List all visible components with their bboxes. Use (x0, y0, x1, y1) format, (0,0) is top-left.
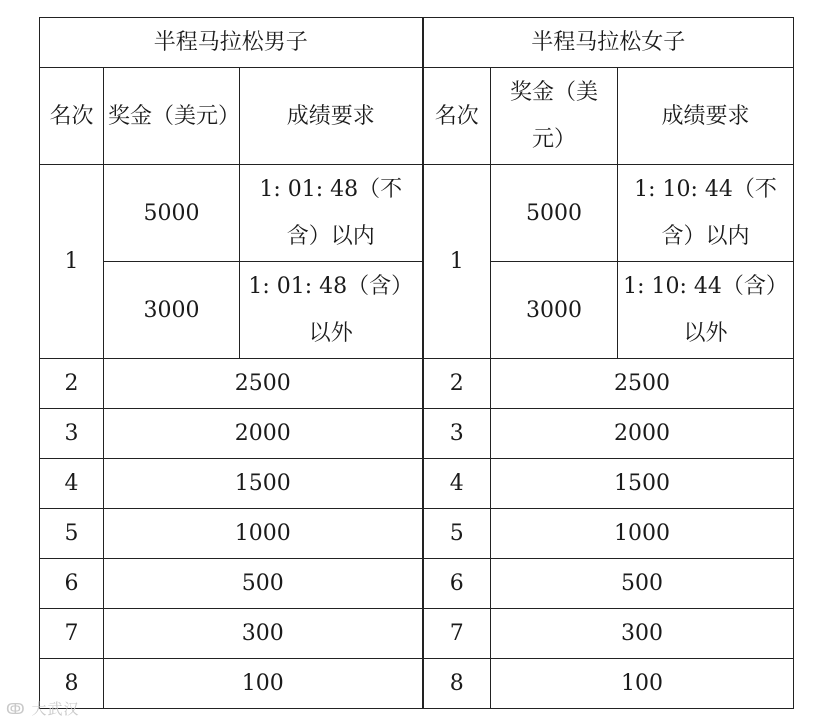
men-prize: 500 (104, 559, 423, 609)
table-row (40, 559, 794, 609)
men-prize: 2500 (104, 359, 423, 409)
women-prize: 2000 (491, 409, 794, 459)
watermark-logo-icon: ↂ (6, 700, 26, 718)
women-rank-header: 名次 (423, 68, 491, 165)
subheader-row (40, 68, 794, 165)
title-row (40, 18, 794, 68)
men-rank-header: 名次 (40, 68, 104, 165)
table-row (40, 609, 794, 659)
men-rank-1: 1 (40, 165, 104, 359)
women-rank: 3 (423, 409, 491, 459)
women-tier1-prize: 5000 (491, 165, 618, 262)
table-row (40, 409, 794, 459)
table-row (40, 359, 794, 409)
prize-table (39, 17, 794, 709)
women-prize: 100 (491, 659, 794, 709)
men-rank: 8 (40, 659, 104, 709)
men-rank: 4 (40, 459, 104, 509)
men-tier1-requirement: 1: 01: 48（不含）以内 (240, 165, 423, 262)
women-prize: 1500 (491, 459, 794, 509)
watermark (6, 698, 79, 719)
women-prize-header: 奖金（美元） (491, 68, 618, 165)
men-prize: 100 (104, 659, 423, 709)
men-tier1-prize: 5000 (104, 165, 240, 262)
women-rank: 5 (423, 509, 491, 559)
women-prize: 1000 (491, 509, 794, 559)
women-rank: 2 (423, 359, 491, 409)
rank1-tier2-row (40, 262, 794, 359)
men-rank: 5 (40, 509, 104, 559)
men-requirement-header: 成绩要求 (240, 68, 423, 165)
women-rank: 7 (423, 609, 491, 659)
women-requirement-header: 成绩要求 (618, 68, 794, 165)
table-row (40, 659, 794, 709)
men-prize: 1000 (104, 509, 423, 559)
men-prize: 2000 (104, 409, 423, 459)
men-rank: 7 (40, 609, 104, 659)
men-header: 半程马拉松男子 (40, 18, 423, 68)
women-prize: 300 (491, 609, 794, 659)
women-prize: 500 (491, 559, 794, 609)
women-rank: 4 (423, 459, 491, 509)
women-rank: 8 (423, 659, 491, 709)
table-row (40, 509, 794, 559)
men-tier2-requirement: 1: 01: 48（含）以外 (240, 262, 423, 359)
men-rank: 6 (40, 559, 104, 609)
men-rank: 2 (40, 359, 104, 409)
table-row (40, 459, 794, 509)
women-tier1-requirement: 1: 10: 44（不含）以内 (618, 165, 794, 262)
women-rank: 6 (423, 559, 491, 609)
men-prize-header: 奖金（美元） (104, 68, 240, 165)
watermark-text: 大武汉 (31, 700, 80, 718)
women-rank-1: 1 (423, 165, 491, 359)
rank1-tier1-row (40, 165, 794, 262)
women-tier2-requirement: 1: 10: 44（含）以外 (618, 262, 794, 359)
men-rank: 3 (40, 409, 104, 459)
men-tier2-prize: 3000 (104, 262, 240, 359)
men-prize: 1500 (104, 459, 423, 509)
women-header: 半程马拉松女子 (423, 18, 794, 68)
men-prize: 300 (104, 609, 423, 659)
women-prize: 2500 (491, 359, 794, 409)
women-tier2-prize: 3000 (491, 262, 618, 359)
